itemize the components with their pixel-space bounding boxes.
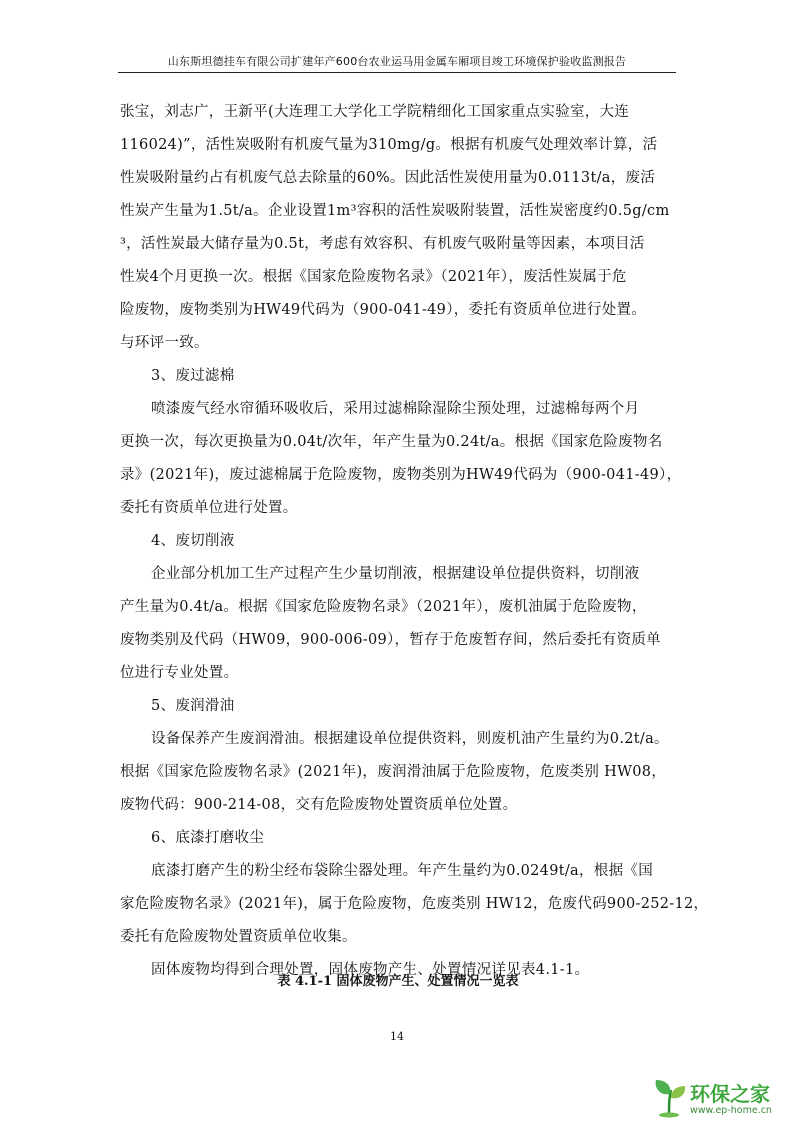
text-line: 性炭产生量为1.5t/a。企业设置1m³容积的活性炭吸附装置，活性炭密度约0.5g/cm xyxy=(120,203,670,219)
text-line: 喷漆废气经水帘循环吸收后，采用过滤棉除湿除尘预处理，过滤棉每两个月 xyxy=(151,401,640,417)
text-line: 委托有危险废物处置资质单位收集。 xyxy=(120,929,357,945)
text-line: 3、废过滤棉 xyxy=(151,368,235,384)
text-line: 废物代码：900-214-08，交有危险废物处置资质单位处置。 xyxy=(120,797,518,813)
table-caption: 表 4.1-1 固体废物产生、处置情况一览表 xyxy=(277,974,519,989)
leaf-logo-icon xyxy=(650,1078,688,1118)
watermark-url: www.ep-home.cn xyxy=(690,1105,772,1116)
text-line: 底漆打磨产生的粉尘经布袋除尘器处理。年产生量约为0.0249t/a，根据《国 xyxy=(151,863,653,879)
text-line: 固体废物均得到合理处置，固体废物产生、处置情况详见表4.1-1。 xyxy=(151,962,590,978)
text-line: 产生量为0.4t/a。根据《国家危险废物名录》（2021年），废机油属于危险废物， xyxy=(120,599,647,615)
body-text xyxy=(120,96,709,987)
text-line: 性炭4个月更换一次。根据《国家危险废物名录》（2021年），废活性炭属于危 xyxy=(120,269,627,285)
text-line: 5、废润滑油 xyxy=(151,698,235,714)
text-line: 废物类别及代码（HW09，900-006-09），暂存于危废暂存间，然后委托有资质单 xyxy=(120,632,661,648)
page-header: 山东斯坦德挂车有限公司扩建年产600台农业运马用金属车厢项目竣工环境保护验收监测报告 xyxy=(167,55,627,68)
text-line: 位进行专业处置。 xyxy=(120,665,239,681)
header-divider xyxy=(118,72,676,73)
text-line: 根据《国家危险废物名录》(2021年)，废润滑油属于危险废物，危废类别 HW08， xyxy=(120,764,667,780)
text-line: ³，活性炭最大储存量为0.5t，考虑有效容积、有机废气吸附量等因素，本项目活 xyxy=(120,236,645,252)
text-line: 委托有资质单位进行处置。 xyxy=(120,500,298,516)
text-line: 4、废切削液 xyxy=(151,533,235,549)
text-line: 险废物，废物类别为HW49代码为（900-041-49），委托有资质单位进行处置。 xyxy=(120,302,647,318)
watermark-name: 环保之家 xyxy=(690,1082,770,1106)
text-line: 更换一次，每次更换量为0.04t/次年，年产生量为0.24t/a。根据《国家危险废物名 xyxy=(120,434,663,450)
watermark xyxy=(650,1078,790,1120)
text-line: 家危险废物名录》(2021年)，属于危险废物，危废类别 HW12，危废代码900-252-12， xyxy=(120,896,709,912)
page-number: 14 xyxy=(390,1030,404,1043)
text-line: 设备保养产生废润滑油。根据建设单位提供资料，则废机油产生量约为0.2t/a。 xyxy=(151,731,669,747)
text-line: 企业部分机加工生产过程产生少量切削液，根据建设单位提供资料，切削液 xyxy=(151,566,640,582)
text-line: 张宝，刘志广，王新平(大连理工大学化工学院精细化工国家重点实验室，大连 xyxy=(120,104,630,120)
text-line: 性炭吸附量约占有机废气总去除量的60%。因此活性炭使用量为0.0113t/a，废活 xyxy=(120,170,656,186)
text-line: 与环评一致。 xyxy=(120,335,209,351)
text-line: 116024)”，活性炭吸附有机废气量为310mg/g。根据有机废气处理效率计算，活 xyxy=(120,137,658,153)
text-line: 录》(2021年)，废过滤棉属于危险废物，废物类别为HW49代码为（900-041-49）， xyxy=(120,467,682,483)
text-line: 6、底漆打磨收尘 xyxy=(151,830,265,846)
